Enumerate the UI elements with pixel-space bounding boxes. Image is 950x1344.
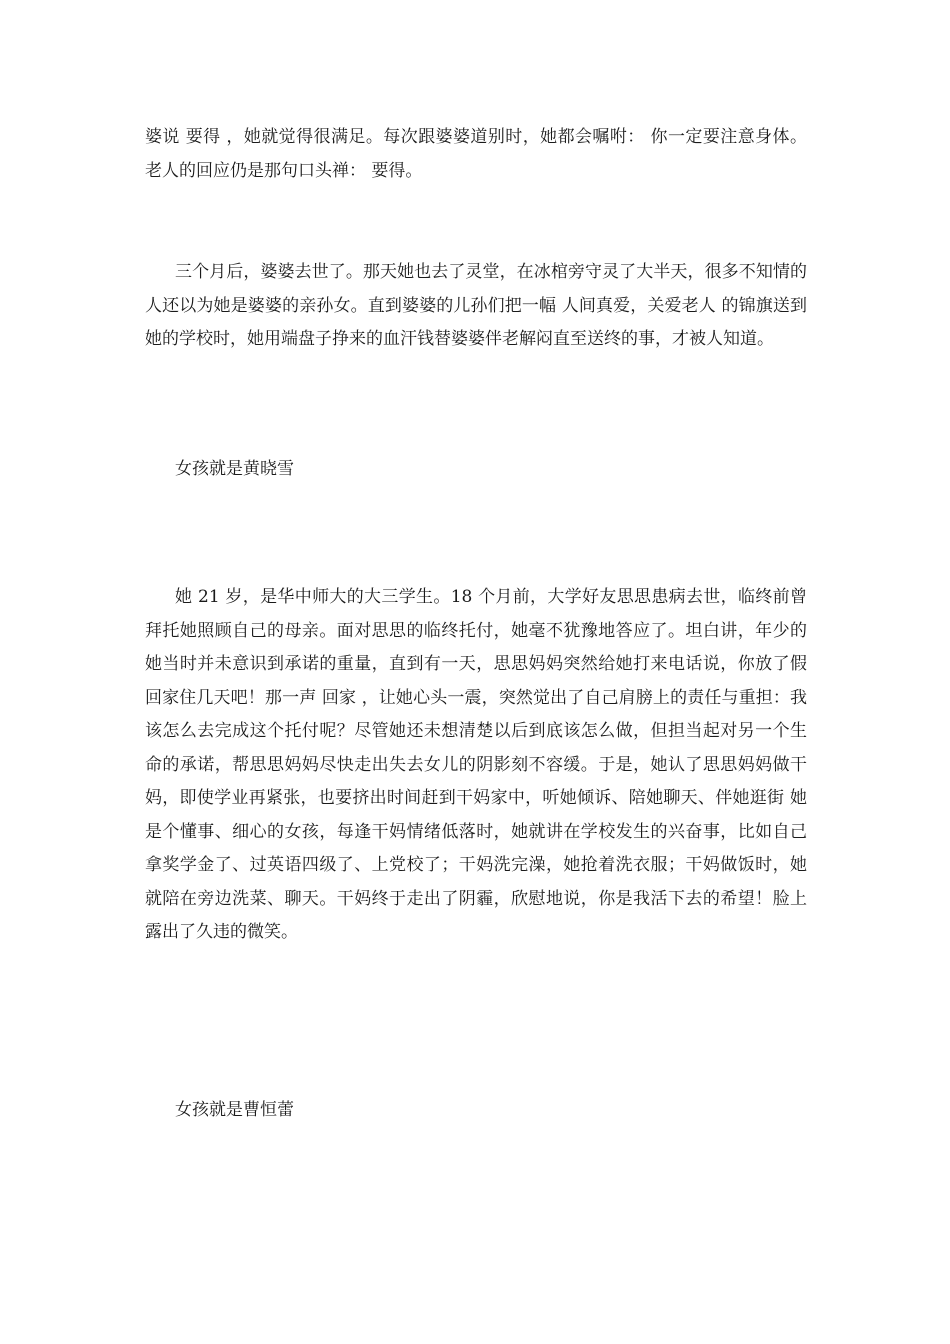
paragraph-3: 她 21 岁，是华中师大的大三学生。18 个月前，大学好友思思患病去世，临终前曾拜托她照顾自己的母亲。面对思思的临终托付，她毫不犹豫地答应了。坦白讲，年少的她当时并未意识到承诺的重量，直到有一天，思思妈妈突然给她打来电话说，你放了假回家住几天吧！那一声 回家 ，让她心头一震，突然觉出了自己肩膀上的责任与重担：我该怎么去完成这个托付呢？尽管她还未想清楚以后到底该怎么做，但担当起对另一个生命的承诺，帮思思妈妈尽快走出失去女儿的阴影刻不容缓。于是，她认了思思妈妈做干妈，即使学业再紧张，也要挤出时间赶到干妈家中，听她倾诉、陪她聊天、伴她逛街 她是个懂事、细心的女孩，每逢干妈情绪低落时，她就讲在学校发生的兴奋事，比如自己拿奖学金了、过英语四级了、上党校了；干妈洗完澡，她抢着洗衣服；干妈做饭时，她就陪在旁边洗菜、聊天。干妈终于走出了阴霾，欣慰地说，你是我活下去的希望！脸上露出了久违的微笑。	[145, 587, 807, 942]
paragraph-1: 婆说 要得 ，她就觉得很满足。每次跟婆婆道别时，她都会嘱咐： 你一定要注意身体。 老人的回应仍是那句口头禅： 要得。	[145, 127, 807, 181]
section-heading-huang-xiaoxue: 女孩就是黄晓雪	[175, 459, 294, 479]
paragraph-2: 三个月后，婆婆去世了。那天她也去了灵堂，在冰棺旁守灵了大半天，很多不知情的人还以为她是婆婆的亲孙女。直到婆婆的儿孙们把一幅 人间真爱，关爱老人 的锦旗送到她的学校时，她用端盘子挣来的血汗钱替婆婆伴老解闷直至送终的事，才被人知道。	[145, 262, 807, 349]
section-heading-cao-henglei: 女孩就是曹恒蕾	[175, 1100, 294, 1120]
